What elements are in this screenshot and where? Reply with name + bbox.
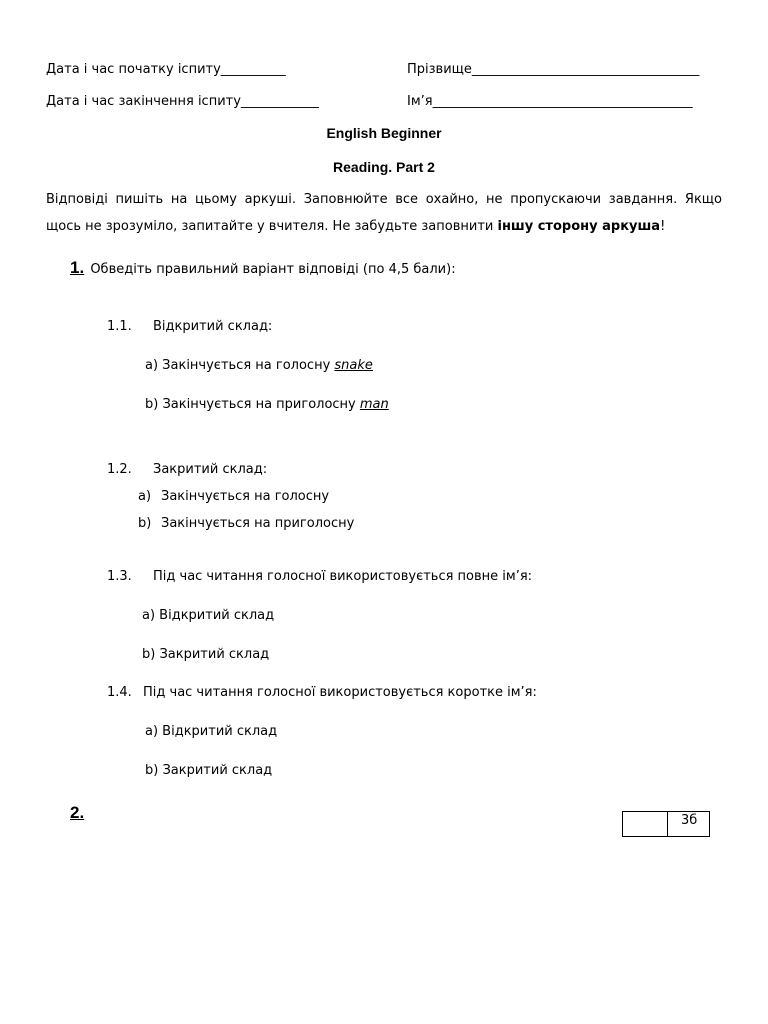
instructions-end: ! xyxy=(660,219,666,234)
question-1-3-option-a[interactable]: a) Відкритий склад xyxy=(142,608,275,623)
score-box xyxy=(622,811,710,837)
option-a-marker: a) xyxy=(138,489,152,504)
question-1-1-text: Відкритий склад: xyxy=(153,319,273,334)
question-1-4-text: Під час читання голосної використовується коротке ім’я: xyxy=(143,685,537,700)
option-a-text: Закінчується на голосну xyxy=(161,489,330,504)
task-1-heading xyxy=(70,259,456,279)
exam-end-datetime-label: Дата і час закінчення іспиту____________ xyxy=(46,94,319,109)
example-word-man: man xyxy=(359,397,389,412)
example-word-snake: snake xyxy=(334,358,373,373)
option-b-text: b) Закінчується на приголосну xyxy=(145,397,360,412)
question-1-2-option-a[interactable] xyxy=(138,488,330,506)
score-blank-cell[interactable] xyxy=(623,812,668,836)
question-1-1-option-a[interactable] xyxy=(145,357,373,375)
question-1-3-text: Під час читання голосної використовується повне ім’я: xyxy=(153,569,533,584)
question-1-3-number: 1.3. xyxy=(107,569,132,584)
question-1-4-option-b[interactable]: b) Закритий склад xyxy=(145,763,273,778)
course-title: English Beginner xyxy=(326,125,442,141)
question-1-4-number: 1.4. xyxy=(107,685,132,700)
question-1-2-text: Закритий склад: xyxy=(153,462,268,477)
section-title: Reading. Part 2 xyxy=(333,159,435,175)
question-1-1-option-b[interactable] xyxy=(145,396,389,414)
question-1-2-option-b[interactable] xyxy=(138,515,355,533)
surname-label: Прізвище___________________________________ xyxy=(407,62,700,77)
question-1-1-number: 1.1. xyxy=(107,319,132,334)
task-1-number: 1. xyxy=(70,258,85,277)
instructions-text: Відповіді пишіть на цьому аркуші. Заповнюйте все охайно, не пропускаючи завдання. Якщо щось не зрозуміло, запитайте у вчителя. Не забудьте заповнити xyxy=(46,192,722,234)
exam-start-datetime-label: Дата і час початку іспиту__________ xyxy=(46,62,286,77)
question-1-4-option-a[interactable]: a) Відкритий склад xyxy=(145,724,278,739)
question-1-2-number: 1.2. xyxy=(107,462,132,477)
instructions-emphasis: іншу сторону аркуша xyxy=(497,219,661,234)
task-2-number: 2. xyxy=(70,803,85,822)
question-1-3-option-b[interactable]: b) Закритий склад xyxy=(142,647,270,662)
instructions-paragraph xyxy=(46,186,722,240)
option-b-marker: b) xyxy=(138,516,152,531)
score-value: 3б xyxy=(681,813,698,828)
first-name-label: Ім’я________________________________________ xyxy=(407,94,693,109)
option-b-text: Закінчується на приголосну xyxy=(161,516,355,531)
option-a-text: a) Закінчується на голосну xyxy=(145,358,335,373)
task-1-instruction: Обведіть правильний варіант відповіді (по 4,5 бали): xyxy=(90,262,456,277)
